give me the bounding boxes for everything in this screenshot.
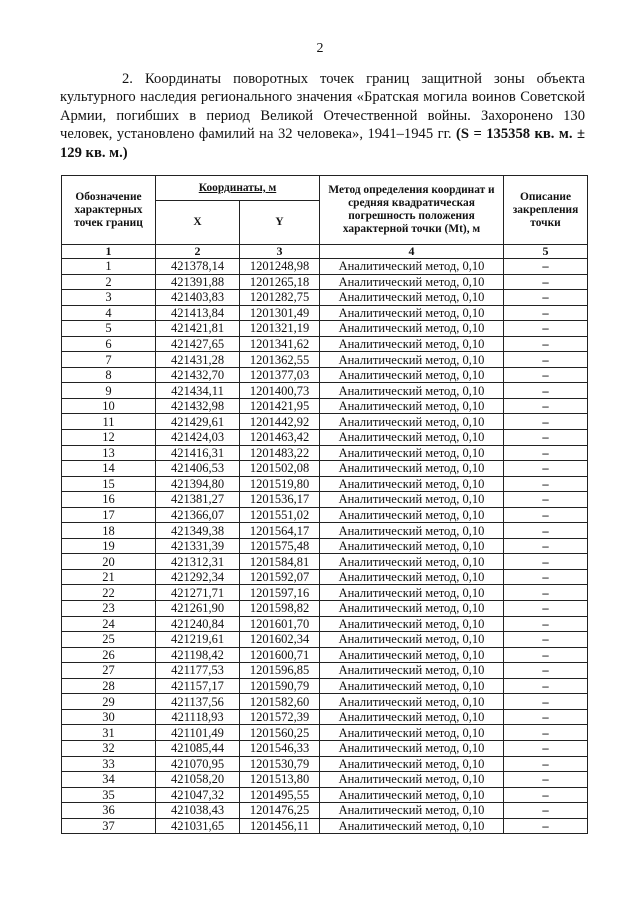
y-coordinate-cell: 1201519,80 <box>240 476 320 492</box>
table-row <box>62 709 588 725</box>
description-cell: – <box>504 601 588 617</box>
column-number: 1 <box>62 245 156 259</box>
method-cell: Аналитический метод, 0,10 <box>320 616 504 632</box>
table-row <box>62 461 588 477</box>
y-coordinate-cell: 1201483,22 <box>240 445 320 461</box>
table-row <box>62 663 588 679</box>
method-cell: Аналитический метод, 0,10 <box>320 647 504 663</box>
section-heading <box>60 70 585 162</box>
method-cell: Аналитический метод, 0,10 <box>320 430 504 446</box>
table-row <box>62 678 588 694</box>
table-row <box>62 725 588 741</box>
y-coordinate-cell: 1201321,19 <box>240 321 320 337</box>
table-row <box>62 694 588 710</box>
x-coordinate-cell: 421406,53 <box>156 461 240 477</box>
heading-text: 2. Координаты поворотных точек границ защитной зоны объекта культурного наследия регионального значения «Братская могила воинов Советской Армии, погибших в период Великой Отечественной войны. Захоронено 130 человек, установлено фамилий на 32 человека», 1941–1945 гг. <box>60 71 585 143</box>
method-cell: Аналитический метод, 0,10 <box>320 305 504 321</box>
point-number-cell: 24 <box>62 616 156 632</box>
point-number-cell: 14 <box>62 461 156 477</box>
page-number: 2 <box>316 41 324 56</box>
method-cell: Аналитический метод, 0,10 <box>320 461 504 477</box>
x-coordinate-cell: 421424,03 <box>156 430 240 446</box>
table-row <box>62 476 588 492</box>
header-description: Описание закрепления точки <box>504 176 588 245</box>
table-row <box>62 787 588 803</box>
column-number: 2 <box>156 245 240 259</box>
description-cell: – <box>504 663 588 679</box>
description-cell: – <box>504 632 588 648</box>
description-cell: – <box>504 616 588 632</box>
method-cell: Аналитический метод, 0,10 <box>320 725 504 741</box>
point-number-cell: 13 <box>62 445 156 461</box>
point-number-cell: 23 <box>62 601 156 617</box>
x-coordinate-cell: 421292,34 <box>156 569 240 585</box>
description-cell: – <box>504 290 588 306</box>
y-coordinate-cell: 1201601,70 <box>240 616 320 632</box>
y-coordinate-cell: 1201600,71 <box>240 647 320 663</box>
x-coordinate-cell: 421118,93 <box>156 709 240 725</box>
method-cell: Аналитический метод, 0,10 <box>320 274 504 290</box>
y-coordinate-cell: 1201572,39 <box>240 709 320 725</box>
point-number-cell: 22 <box>62 585 156 601</box>
x-coordinate-cell: 421432,70 <box>156 367 240 383</box>
method-cell: Аналитический метод, 0,10 <box>320 740 504 756</box>
y-coordinate-cell: 1201560,25 <box>240 725 320 741</box>
point-number-cell: 27 <box>62 663 156 679</box>
x-coordinate-cell: 421261,90 <box>156 601 240 617</box>
x-coordinate-cell: 421366,07 <box>156 507 240 523</box>
header-x: X <box>156 201 240 245</box>
description-cell: – <box>504 678 588 694</box>
x-coordinate-cell: 421331,39 <box>156 538 240 554</box>
column-number: 4 <box>320 245 504 259</box>
description-cell: – <box>504 725 588 741</box>
x-coordinate-cell: 421349,38 <box>156 523 240 539</box>
y-coordinate-cell: 1201584,81 <box>240 554 320 570</box>
method-cell: Аналитический метод, 0,10 <box>320 445 504 461</box>
table-row <box>62 554 588 570</box>
description-cell: – <box>504 569 588 585</box>
point-number-cell: 29 <box>62 694 156 710</box>
point-number-cell: 20 <box>62 554 156 570</box>
point-number-cell: 35 <box>62 787 156 803</box>
column-number: 3 <box>240 245 320 259</box>
table-row <box>62 569 588 585</box>
description-cell: – <box>504 647 588 663</box>
x-coordinate-cell: 421432,98 <box>156 398 240 414</box>
method-cell: Аналитический метод, 0,10 <box>320 678 504 694</box>
point-number-cell: 26 <box>62 647 156 663</box>
table-row <box>62 336 588 352</box>
table-row <box>62 507 588 523</box>
table-row <box>62 383 588 399</box>
point-number-cell: 28 <box>62 678 156 694</box>
y-coordinate-cell: 1201282,75 <box>240 290 320 306</box>
x-coordinate-cell: 421198,42 <box>156 647 240 663</box>
table-row <box>62 259 588 275</box>
description-cell: – <box>504 476 588 492</box>
y-coordinate-cell: 1201248,98 <box>240 259 320 275</box>
y-coordinate-cell: 1201546,33 <box>240 740 320 756</box>
method-cell: Аналитический метод, 0,10 <box>320 554 504 570</box>
point-number-cell: 1 <box>62 259 156 275</box>
description-cell: – <box>504 305 588 321</box>
method-cell: Аналитический метод, 0,10 <box>320 569 504 585</box>
method-cell: Аналитический метод, 0,10 <box>320 709 504 725</box>
point-number-cell: 31 <box>62 725 156 741</box>
y-coordinate-cell: 1201463,42 <box>240 430 320 446</box>
table-row <box>62 616 588 632</box>
method-cell: Аналитический метод, 0,10 <box>320 414 504 430</box>
method-cell: Аналитический метод, 0,10 <box>320 818 504 834</box>
point-number-cell: 12 <box>62 430 156 446</box>
y-coordinate-cell: 1201602,34 <box>240 632 320 648</box>
description-cell: – <box>504 740 588 756</box>
table-row <box>62 305 588 321</box>
point-number-cell: 8 <box>62 367 156 383</box>
point-number-cell: 33 <box>62 756 156 772</box>
table-row <box>62 430 588 446</box>
method-cell: Аналитический метод, 0,10 <box>320 476 504 492</box>
x-coordinate-cell: 421085,44 <box>156 740 240 756</box>
x-coordinate-cell: 421378,14 <box>156 259 240 275</box>
method-cell: Аналитический метод, 0,10 <box>320 523 504 539</box>
y-coordinate-cell: 1201597,16 <box>240 585 320 601</box>
point-number-cell: 30 <box>62 709 156 725</box>
y-coordinate-cell: 1201582,60 <box>240 694 320 710</box>
x-coordinate-cell: 421421,81 <box>156 321 240 337</box>
x-coordinate-cell: 421031,65 <box>156 818 240 834</box>
method-cell: Аналитический метод, 0,10 <box>320 663 504 679</box>
method-cell: Аналитический метод, 0,10 <box>320 352 504 368</box>
method-cell: Аналитический метод, 0,10 <box>320 756 504 772</box>
point-number-cell: 7 <box>62 352 156 368</box>
point-number-cell: 9 <box>62 383 156 399</box>
method-cell: Аналитический метод, 0,10 <box>320 538 504 554</box>
point-number-cell: 18 <box>62 523 156 539</box>
description-cell: – <box>504 398 588 414</box>
description-cell: – <box>504 772 588 788</box>
description-cell: – <box>504 818 588 834</box>
y-coordinate-cell: 1201530,79 <box>240 756 320 772</box>
point-number-cell: 6 <box>62 336 156 352</box>
y-coordinate-cell: 1201502,08 <box>240 461 320 477</box>
x-coordinate-cell: 421394,80 <box>156 476 240 492</box>
point-number-cell: 2 <box>62 274 156 290</box>
y-coordinate-cell: 1201456,11 <box>240 818 320 834</box>
table-row <box>62 818 588 834</box>
method-cell: Аналитический метод, 0,10 <box>320 601 504 617</box>
method-cell: Аналитический метод, 0,10 <box>320 321 504 337</box>
y-coordinate-cell: 1201596,85 <box>240 663 320 679</box>
description-cell: – <box>504 538 588 554</box>
table-row <box>62 803 588 819</box>
y-coordinate-cell: 1201551,02 <box>240 507 320 523</box>
table-row <box>62 274 588 290</box>
description-cell: – <box>504 274 588 290</box>
table-body <box>62 259 588 834</box>
x-coordinate-cell: 421431,28 <box>156 352 240 368</box>
table-row <box>62 492 588 508</box>
description-cell: – <box>504 787 588 803</box>
table-row <box>62 414 588 430</box>
point-number-cell: 4 <box>62 305 156 321</box>
table-row <box>62 398 588 414</box>
heading-area: (S = 135358 кв. м. ± 129 кв. м.) <box>60 126 585 161</box>
description-cell: – <box>504 523 588 539</box>
y-coordinate-cell: 1201301,49 <box>240 305 320 321</box>
description-cell: – <box>504 585 588 601</box>
x-coordinate-cell: 421219,61 <box>156 632 240 648</box>
description-cell: – <box>504 383 588 399</box>
x-coordinate-cell: 421047,32 <box>156 787 240 803</box>
method-cell: Аналитический метод, 0,10 <box>320 803 504 819</box>
method-cell: Аналитический метод, 0,10 <box>320 787 504 803</box>
table-row <box>62 523 588 539</box>
method-cell: Аналитический метод, 0,10 <box>320 585 504 601</box>
point-number-cell: 5 <box>62 321 156 337</box>
y-coordinate-cell: 1201495,55 <box>240 787 320 803</box>
x-coordinate-cell: 421416,31 <box>156 445 240 461</box>
description-cell: – <box>504 492 588 508</box>
y-coordinate-cell: 1201575,48 <box>240 538 320 554</box>
x-coordinate-cell: 421427,65 <box>156 336 240 352</box>
point-number-cell: 11 <box>62 414 156 430</box>
description-cell: – <box>504 803 588 819</box>
table-row <box>62 772 588 788</box>
description-cell: – <box>504 352 588 368</box>
method-cell: Аналитический метод, 0,10 <box>320 772 504 788</box>
method-cell: Аналитический метод, 0,10 <box>320 259 504 275</box>
method-cell: Аналитический метод, 0,10 <box>320 694 504 710</box>
coordinates-table <box>61 175 588 834</box>
table-row <box>62 538 588 554</box>
point-number-cell: 16 <box>62 492 156 508</box>
point-number-cell: 32 <box>62 740 156 756</box>
method-cell: Аналитический метод, 0,10 <box>320 398 504 414</box>
header-coordinates: Координаты, м <box>156 176 320 201</box>
x-coordinate-cell: 421177,53 <box>156 663 240 679</box>
x-coordinate-cell: 421429,61 <box>156 414 240 430</box>
description-cell: – <box>504 321 588 337</box>
table-row <box>62 445 588 461</box>
header-designation: Обозначение характерных точек границ <box>62 176 156 245</box>
y-coordinate-cell: 1201442,92 <box>240 414 320 430</box>
x-coordinate-cell: 421312,31 <box>156 554 240 570</box>
method-cell: Аналитический метод, 0,10 <box>320 507 504 523</box>
y-coordinate-cell: 1201536,17 <box>240 492 320 508</box>
point-number-cell: 34 <box>62 772 156 788</box>
table-row <box>62 585 588 601</box>
table-row <box>62 290 588 306</box>
description-cell: – <box>504 461 588 477</box>
table-row <box>62 352 588 368</box>
y-coordinate-cell: 1201265,18 <box>240 274 320 290</box>
table-row <box>62 632 588 648</box>
description-cell: – <box>504 694 588 710</box>
method-cell: Аналитический метод, 0,10 <box>320 492 504 508</box>
x-coordinate-cell: 421403,83 <box>156 290 240 306</box>
description-cell: – <box>504 367 588 383</box>
description-cell: – <box>504 507 588 523</box>
x-coordinate-cell: 421413,84 <box>156 305 240 321</box>
x-coordinate-cell: 421101,49 <box>156 725 240 741</box>
x-coordinate-cell: 421381,27 <box>156 492 240 508</box>
table-row <box>62 756 588 772</box>
table-row <box>62 740 588 756</box>
description-cell: – <box>504 709 588 725</box>
description-cell: – <box>504 414 588 430</box>
point-number-cell: 25 <box>62 632 156 648</box>
description-cell: – <box>504 336 588 352</box>
y-coordinate-cell: 1201598,82 <box>240 601 320 617</box>
x-coordinate-cell: 421137,56 <box>156 694 240 710</box>
description-cell: – <box>504 445 588 461</box>
table-row <box>62 321 588 337</box>
y-coordinate-cell: 1201362,55 <box>240 352 320 368</box>
table-row <box>62 647 588 663</box>
point-number-cell: 19 <box>62 538 156 554</box>
point-number-cell: 10 <box>62 398 156 414</box>
column-numbers-row <box>62 245 588 259</box>
column-number: 5 <box>504 245 588 259</box>
y-coordinate-cell: 1201592,07 <box>240 569 320 585</box>
x-coordinate-cell: 421434,11 <box>156 383 240 399</box>
point-number-cell: 17 <box>62 507 156 523</box>
point-number-cell: 15 <box>62 476 156 492</box>
description-cell: – <box>504 259 588 275</box>
header-y: Y <box>240 201 320 245</box>
x-coordinate-cell: 421070,95 <box>156 756 240 772</box>
point-number-cell: 21 <box>62 569 156 585</box>
method-cell: Аналитический метод, 0,10 <box>320 383 504 399</box>
y-coordinate-cell: 1201590,79 <box>240 678 320 694</box>
table-row <box>62 367 588 383</box>
point-number-cell: 3 <box>62 290 156 306</box>
y-coordinate-cell: 1201377,03 <box>240 367 320 383</box>
header-method: Метод определения координат и средняя квадратическая погрешность положения характерной точки (Mt), м <box>320 176 504 245</box>
x-coordinate-cell: 421058,20 <box>156 772 240 788</box>
description-cell: – <box>504 756 588 772</box>
y-coordinate-cell: 1201564,17 <box>240 523 320 539</box>
point-number-cell: 36 <box>62 803 156 819</box>
method-cell: Аналитический метод, 0,10 <box>320 290 504 306</box>
x-coordinate-cell: 421157,17 <box>156 678 240 694</box>
y-coordinate-cell: 1201341,62 <box>240 336 320 352</box>
table-row <box>62 601 588 617</box>
x-coordinate-cell: 421038,43 <box>156 803 240 819</box>
x-coordinate-cell: 421391,88 <box>156 274 240 290</box>
point-number-cell: 37 <box>62 818 156 834</box>
x-coordinate-cell: 421271,71 <box>156 585 240 601</box>
method-cell: Аналитический метод, 0,10 <box>320 367 504 383</box>
y-coordinate-cell: 1201421,95 <box>240 398 320 414</box>
y-coordinate-cell: 1201400,73 <box>240 383 320 399</box>
y-coordinate-cell: 1201476,25 <box>240 803 320 819</box>
description-cell: – <box>504 430 588 446</box>
method-cell: Аналитический метод, 0,10 <box>320 336 504 352</box>
method-cell: Аналитический метод, 0,10 <box>320 632 504 648</box>
x-coordinate-cell: 421240,84 <box>156 616 240 632</box>
y-coordinate-cell: 1201513,80 <box>240 772 320 788</box>
description-cell: – <box>504 554 588 570</box>
